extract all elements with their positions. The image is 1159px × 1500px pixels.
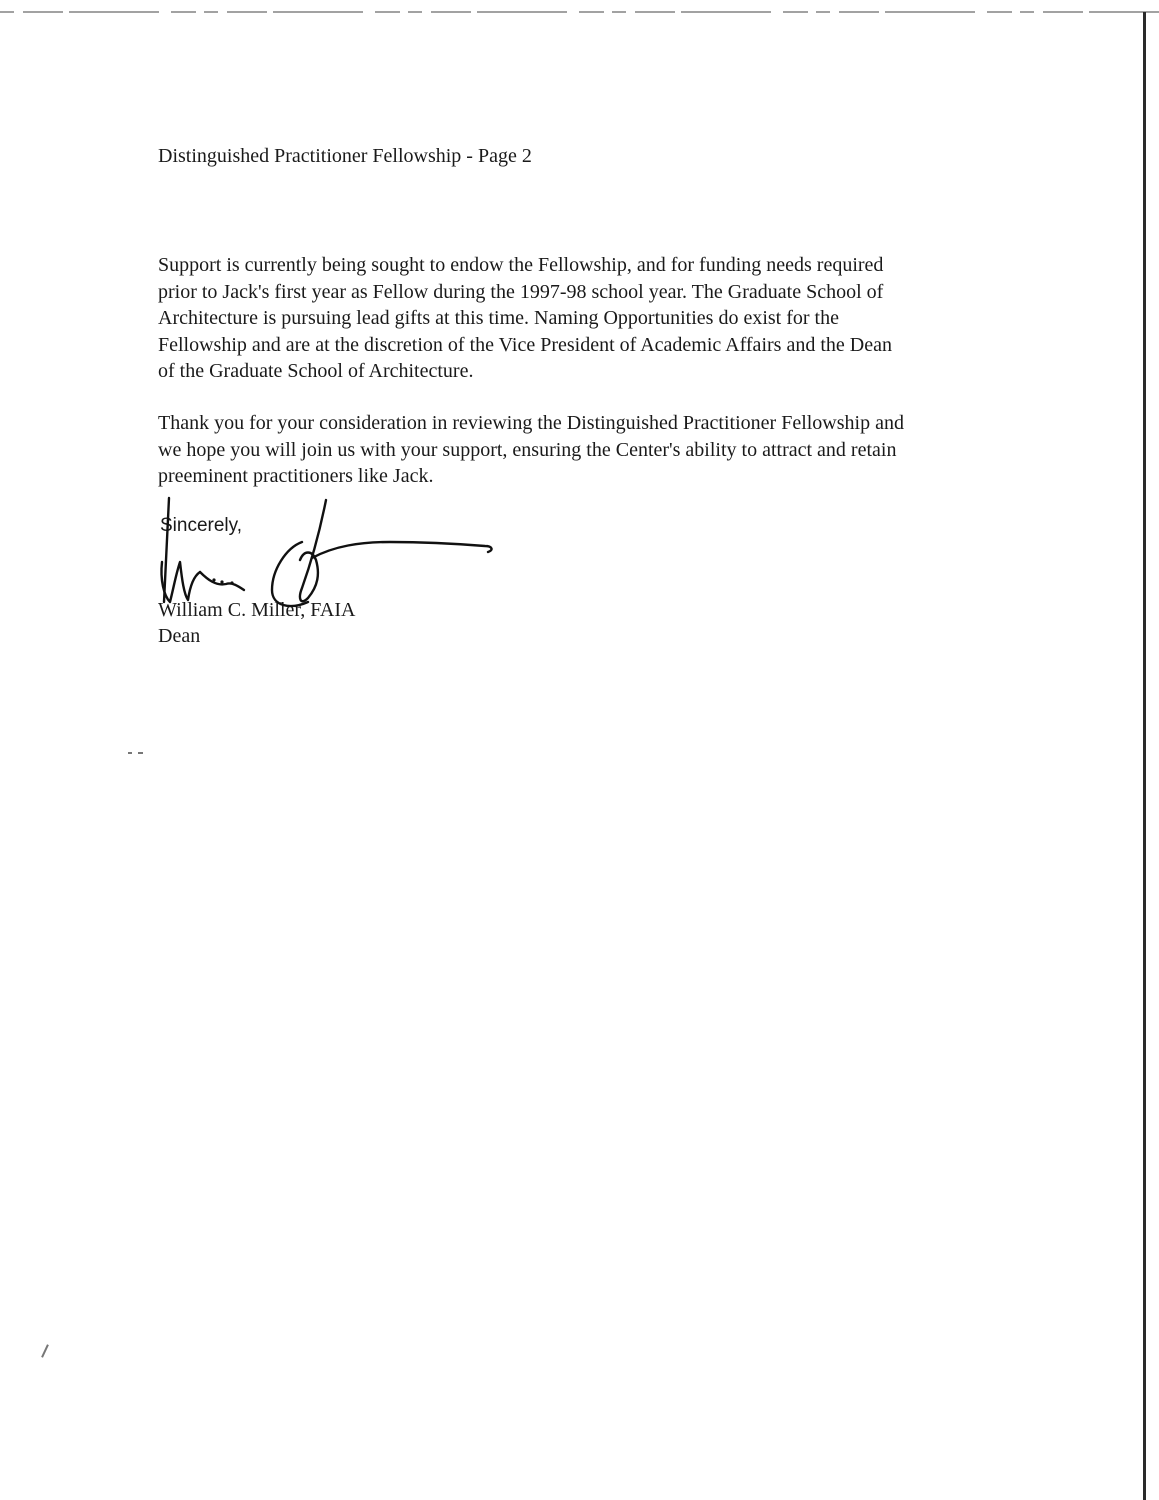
scan-top-edge (0, 10, 1159, 14)
text-line: we hope you will join us with your support, ensuring the Center's ability to attract and retain (158, 438, 897, 461)
text-line: of the Graduate School of Architecture. (158, 360, 474, 382)
paragraph-funding (158, 252, 1008, 385)
signer-title: Dean (158, 625, 201, 647)
text-line: Architecture is pursuing lead gifts at this time. Naming Opportunities do exist for the (158, 307, 839, 329)
scan-speck (138, 752, 143, 754)
scan-right-edge (1143, 12, 1146, 1500)
handwritten-signature (140, 490, 510, 620)
scan-speck (128, 752, 132, 754)
paragraph-thanks (158, 410, 1008, 490)
text-line: prior to Jack's first year as Fellow during the 1997-98 school year. The Graduate School of (158, 280, 884, 303)
scan-speck (41, 1344, 49, 1358)
signer-name: William C. Miller, FAIA (158, 599, 356, 621)
page-header: Distinguished Practitioner Fellowship - Page 2 (158, 145, 532, 167)
text-line: preeminent practitioners like Jack. (158, 465, 434, 487)
text-line: Support is currently being sought to endow the Fellowship, and for funding needs required (158, 254, 884, 276)
closing-salutation: Sincerely, (160, 515, 243, 536)
text-line: Fellowship and are at the discretion of the Vice President of Academic Affairs and the Dean (158, 333, 892, 356)
text-line: Thank you for your consideration in reviewing the Distinguished Practitioner Fellowship and (158, 412, 904, 434)
